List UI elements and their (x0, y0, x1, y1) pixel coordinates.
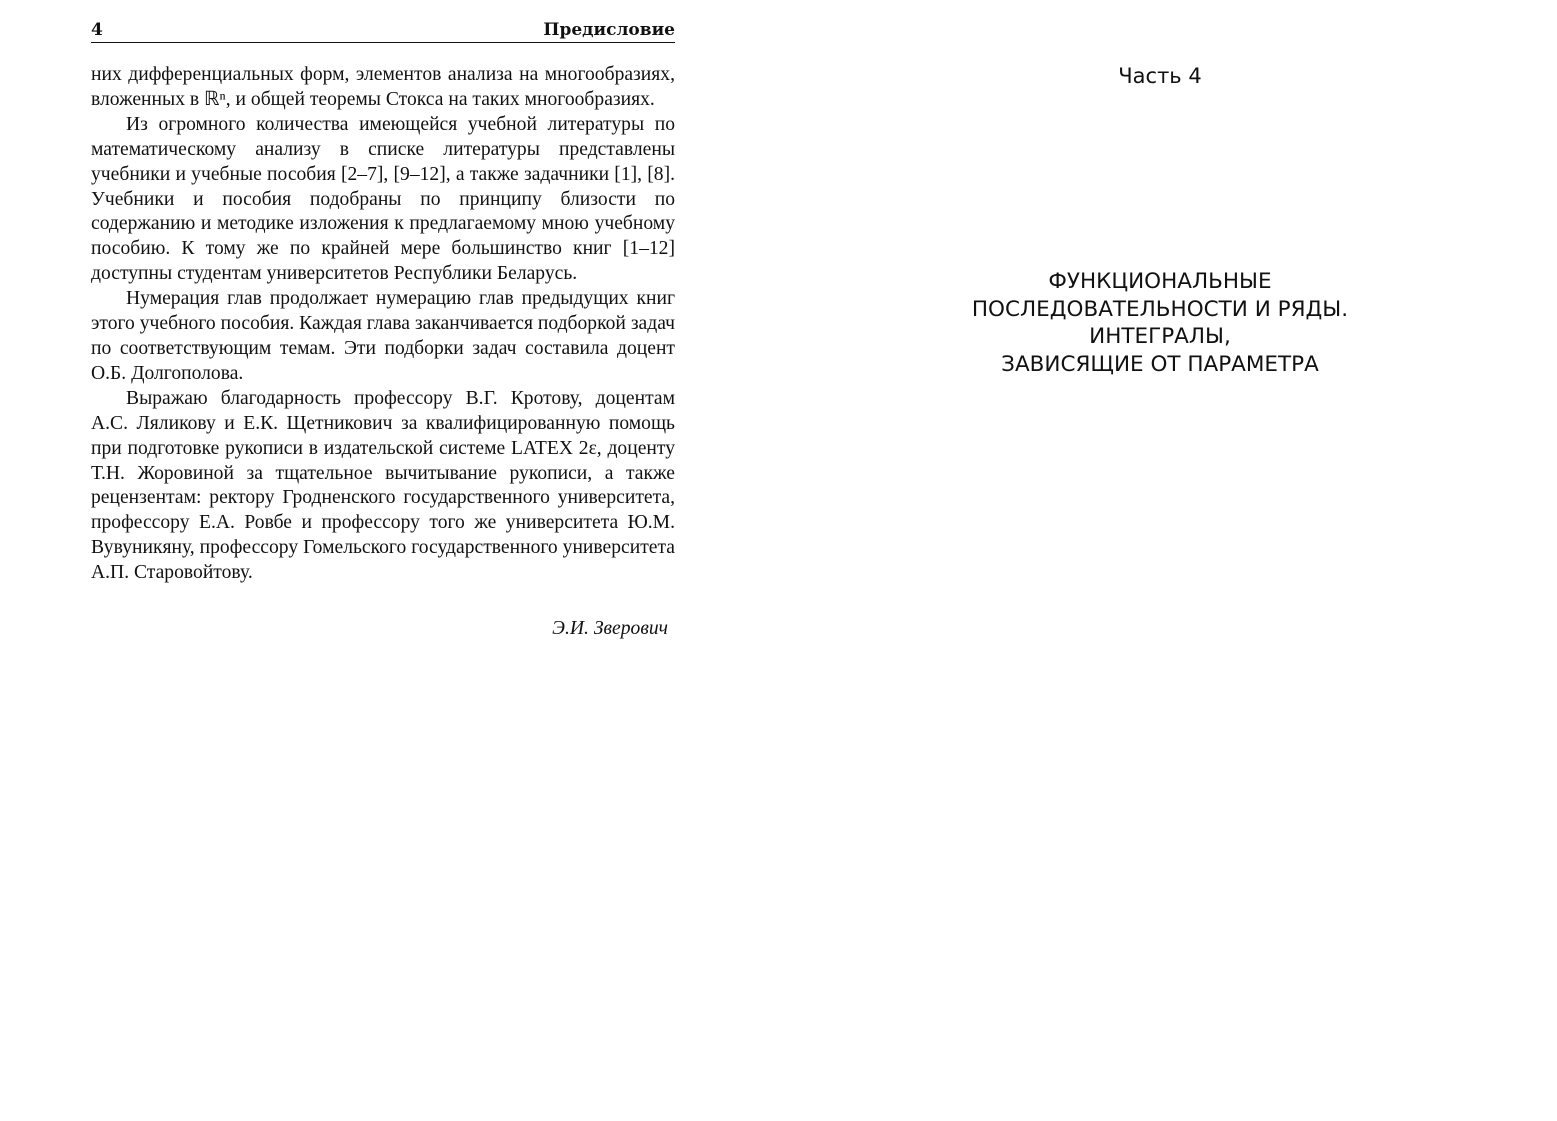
part-label: Часть 4 (1118, 64, 1202, 88)
preface-body (91, 63, 675, 586)
running-head (91, 18, 675, 43)
part-title-line: ЗАВИСЯЩИЕ ОТ ПАРАМЕТРА (1001, 351, 1319, 377)
author-signature: Э.И. Зверович (552, 618, 668, 640)
part-title-line: ИНТЕГРАЛЫ, (1089, 324, 1231, 349)
paragraph: Из огромного количества имеющейся учебной литературы по математическому анализу в списке литературы представлены учебники и учебные пособия [2–7], [9–12], а также задачники [1], [8]. Учебники и пособия подобраны по принципу близости по содержанию и методике изложения к предлагаемому мною учебному пособию. К тому же по крайней мере большинство книг [1–12] доступны студентам университетов Республики Беларусь. (91, 113, 675, 285)
page-number: 4 (91, 20, 103, 40)
paragraph: Выражаю благодарность профессору В.Г. Кротову, доцентам А.С. Ляликову и Е.К. Щетникович за квалифицированную помощь при подготовке рукописи в издательской системе LATEX 2ε, доценту Т.Н. Жоровиной за тщательное вычитывание рукописи, а также рецензентам: ректору Гродненского государственного университета, профессору Е.А. Ровбе и профессору того же университета Ю.М. Вувуникяну, профессору Гомельского государственного университета А.П. Старовойтову. (91, 387, 675, 584)
paragraph: Нумерация глав продолжает нумерацию глав предыдущих книг этого учебного пособия. Каждая глава заканчивается подборкой задач по соответствующим темам. Эти подборки задач составила доцент О.Б. Долгополова. (91, 288, 675, 384)
part-title-line: ФУНКЦИОНАЛЬНЫЕ (1048, 269, 1272, 294)
section-title: Предисловие (543, 20, 675, 40)
paragraph: них дифференциальных форм, элементов анализа на многообразиях, вложенных в ℝⁿ, и общей теоремы Стокса на таких многообразиях. (91, 64, 675, 110)
left-page (91, 18, 675, 641)
part-title-line: ПОСЛЕДОВАТЕЛЬНОСТИ И РЯДЫ. (971, 296, 1349, 322)
part-title (900, 268, 1420, 378)
